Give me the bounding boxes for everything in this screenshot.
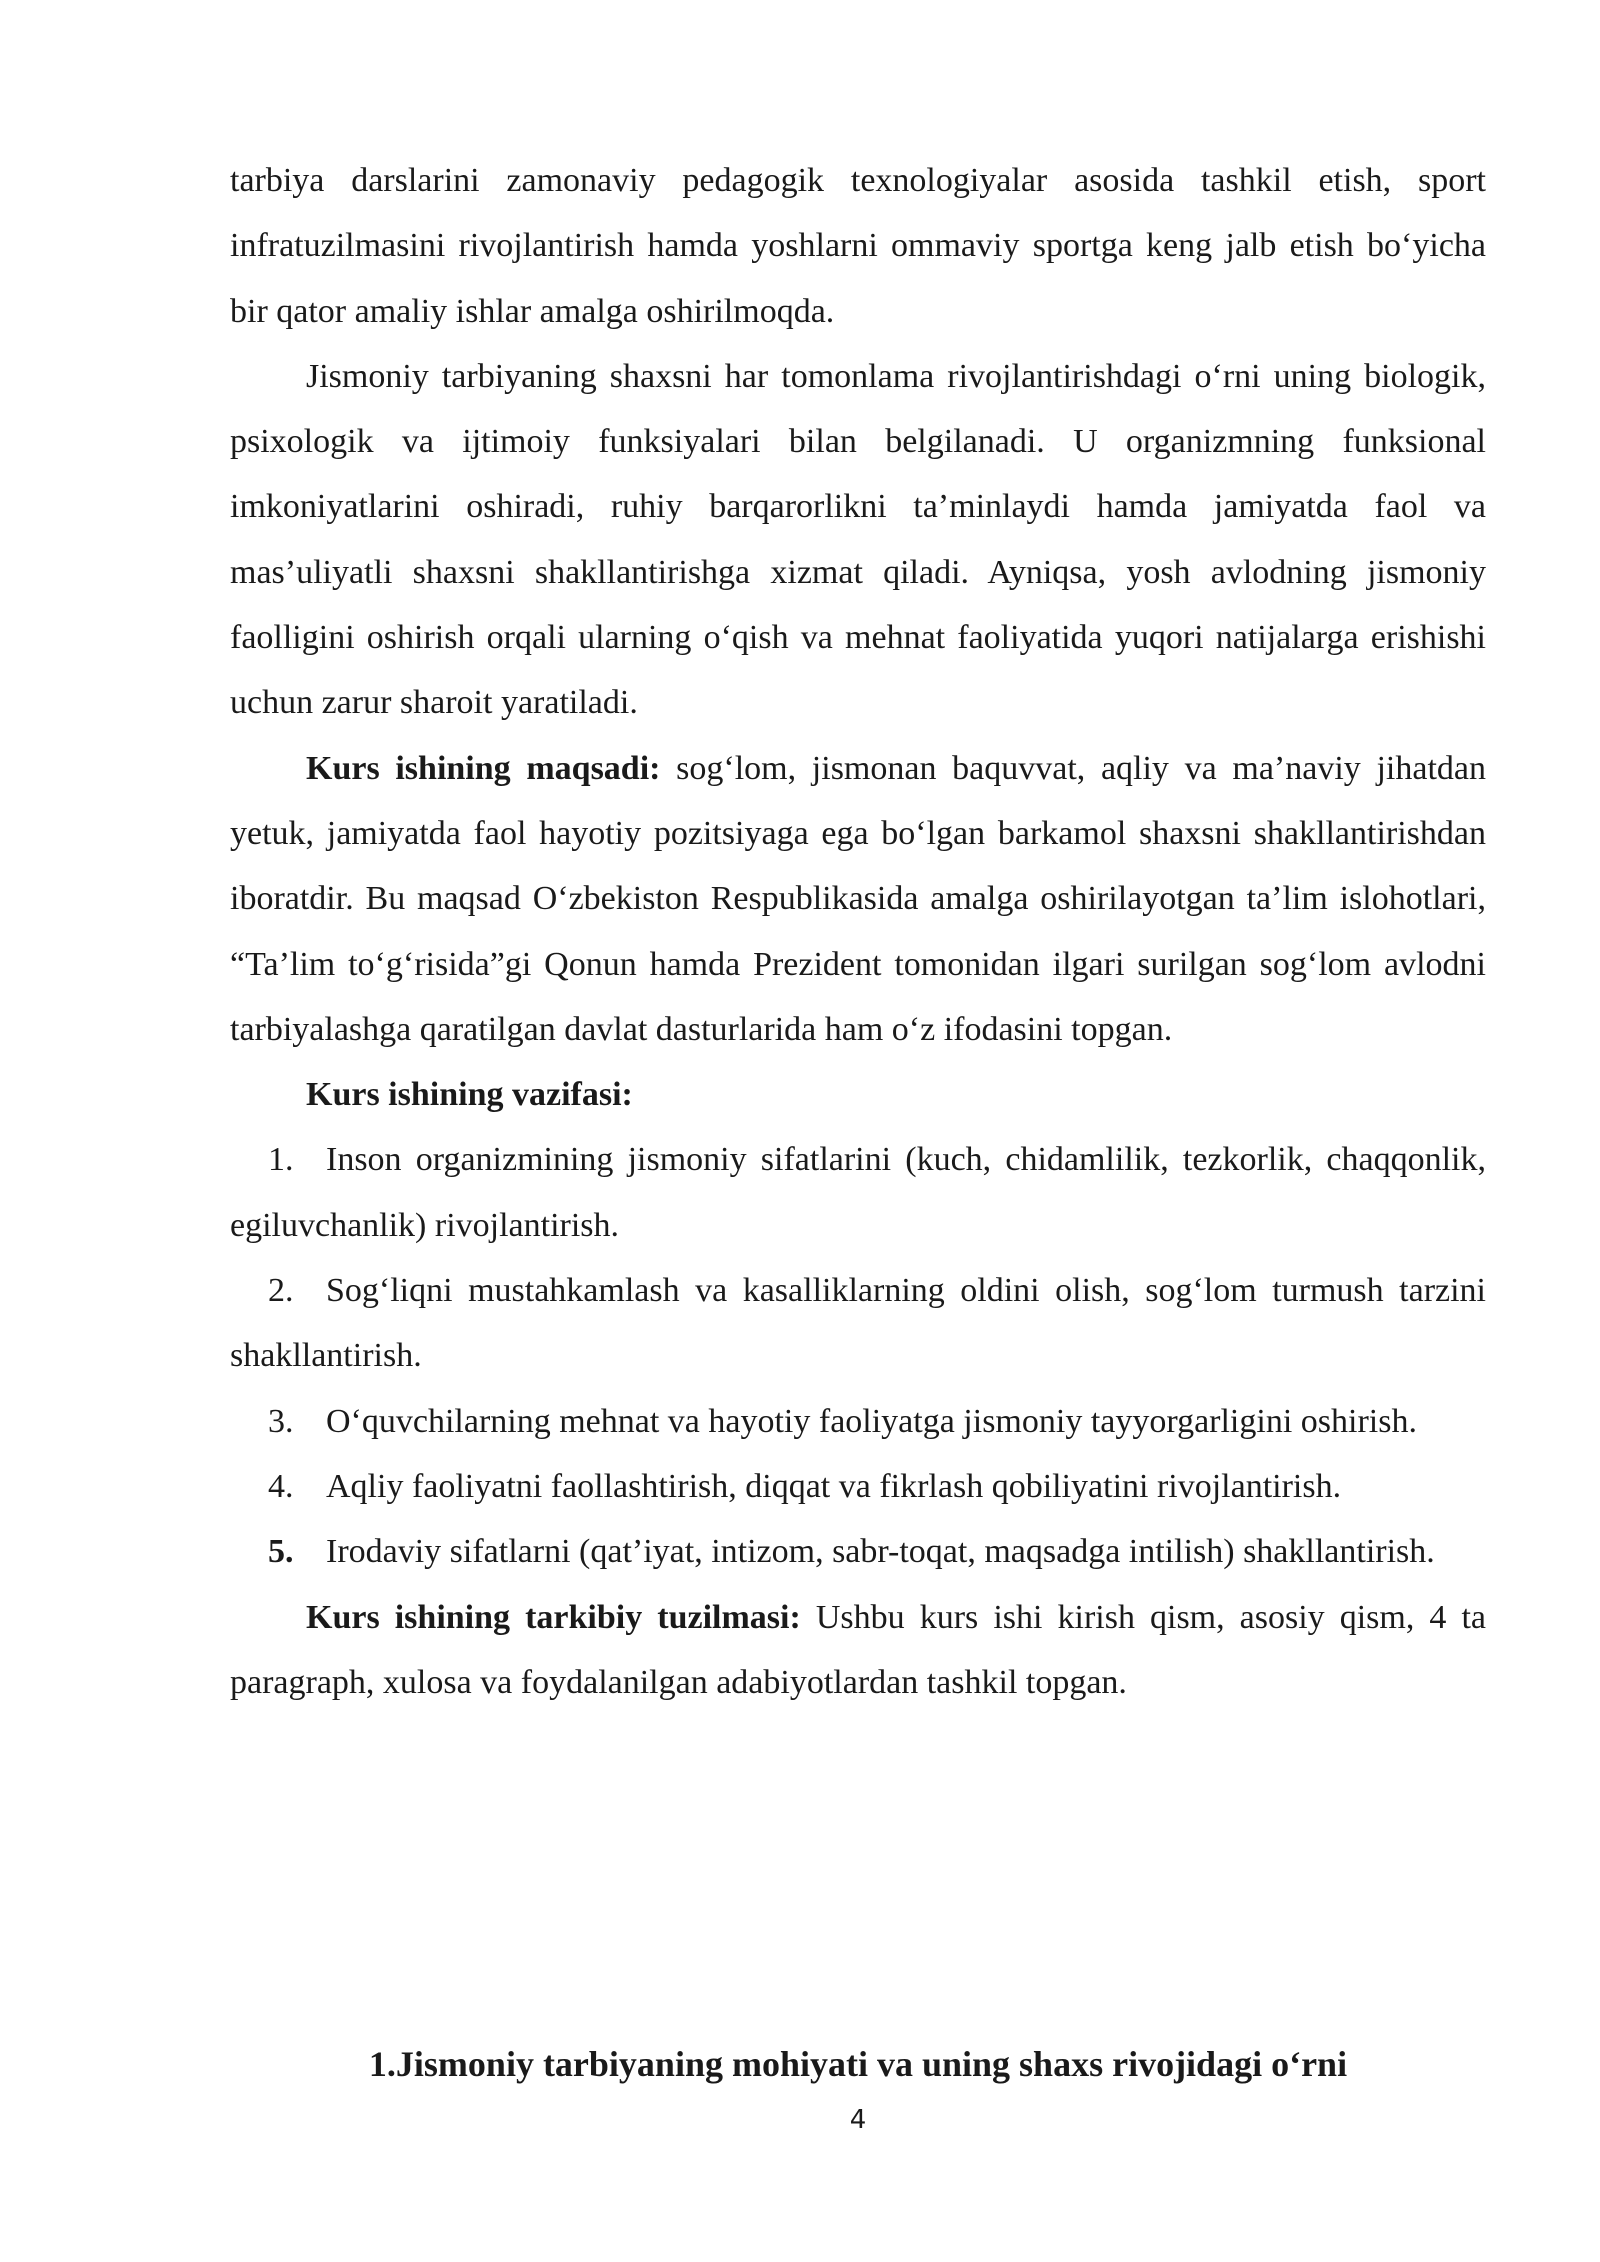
paragraph-intro-continuation: tarbiya darslarini zamonaviy pedagogik texnologiyalar asosida tashkil etish, sport infratuzilmasini rivojlantirish hamda yoshlarni ommaviy sportga keng jalb etish bo‘yicha bir qator amaliy ishlar amalga oshirilmoqda. bbox=[230, 162, 1486, 330]
course-tasks-heading bbox=[230, 1062, 1486, 1127]
list-item-number: 1. bbox=[268, 1141, 294, 1179]
page-number: 4 bbox=[849, 2105, 867, 2135]
list-item-text: Aqliy faoliyatni faollashtirish, diqqat va fikrlash qobiliyatini rivojlantirish. bbox=[326, 1467, 1342, 1505]
page-body bbox=[230, 148, 1486, 1715]
course-goal-text: sog‘lom, jismonan baquvvat, aqliy va ma’naviy jihatdan yetuk, jamiyatda faol hayotiy pozitsiyaga ega bo‘lgan barkamol shaxsni shakllantirishdan iboratdir. Bu maqsad O‘zbekiston Respublikasida amalga oshirilayotgan ta’lim islohotlari, “Ta’lim to‘g‘risida”gi Qonun hamda Prezident tomonidan ilgari surilgan sog‘lom avlodni tarbiyalashga qaratilgan davlat dasturlarida ham o‘z ifodasini topgan. bbox=[230, 749, 1486, 1048]
list-item-task-4 bbox=[230, 1454, 1486, 1519]
list-item-text: O‘quvchilarning mehnat va hayotiy faoliyatga jismoniy tayyorgarligini oshirish. bbox=[326, 1402, 1417, 1440]
course-structure-label: Kurs ishining tarkibiy tuzilmasi: bbox=[306, 1598, 801, 1636]
list-item-number: 4. bbox=[268, 1467, 294, 1505]
list-item-number: 5. bbox=[268, 1533, 294, 1571]
list-item-task-5 bbox=[230, 1519, 1486, 1584]
list-item-text: Sog‘liqni mustahkamlash va kasalliklarning oldini olish, sog‘lom turmush tarzini shakllantirish. bbox=[230, 1272, 1486, 1375]
list-item-text: Irodaviy sifatlarni (qat’iyat, intizom, sabr-toqat, maqsadga intilish) shakllantirish. bbox=[326, 1533, 1435, 1571]
paragraph-course-structure bbox=[230, 1585, 1486, 1716]
course-tasks-label: Kurs ishining vazifasi: bbox=[306, 1076, 633, 1114]
course-goal-label: Kurs ishining maqsadi: bbox=[306, 749, 661, 787]
paragraph-physical-education-role: Jismoniy tarbiyaning shaxsni har tomonlama rivojlantirishdagi o‘rni uning biologik, psixologik va ijtimoiy funksiyalari bilan belgilanadi. U organizmning funksional imkoniyatlarini oshiradi, ruhiy barqarorlikni ta’minlaydi hamda jamiyatda faol va mas’uliyatli shaxsni shakllantirishga xizmat qiladi. Ayniqsa, yosh avlodning jismoniy faolligini oshirish orqali ularning o‘qish va mehnat faoliyatida yuqori natijalarga erishishi uchun zarur sharoit yaratiladi. bbox=[230, 357, 1486, 722]
list-item-task-1 bbox=[230, 1127, 1486, 1258]
paragraph-course-goal bbox=[230, 736, 1486, 1062]
course-structure-text: Ushbu kurs ishi kirish qism, asosiy qism, 4 ta paragraph, xulosa va foydalanilgan adabiyotlardan tashkil topgan. bbox=[230, 1598, 1486, 1701]
list-item-task-2 bbox=[230, 1258, 1486, 1389]
list-item-text: Inson organizmining jismoniy sifatlarini (kuch, chidamlilik, tezkorlik, chaqqonlik, egiluvchanlik) rivojlantirish. bbox=[230, 1141, 1486, 1244]
list-item-task-3 bbox=[230, 1389, 1486, 1454]
list-item-number: 2. bbox=[268, 1272, 294, 1310]
section-heading: 1.Jismoniy tarbiyaning mohiyati va uning shaxs rivojidagi o‘rni bbox=[368, 2044, 1348, 2084]
list-item-number: 3. bbox=[268, 1402, 294, 1440]
